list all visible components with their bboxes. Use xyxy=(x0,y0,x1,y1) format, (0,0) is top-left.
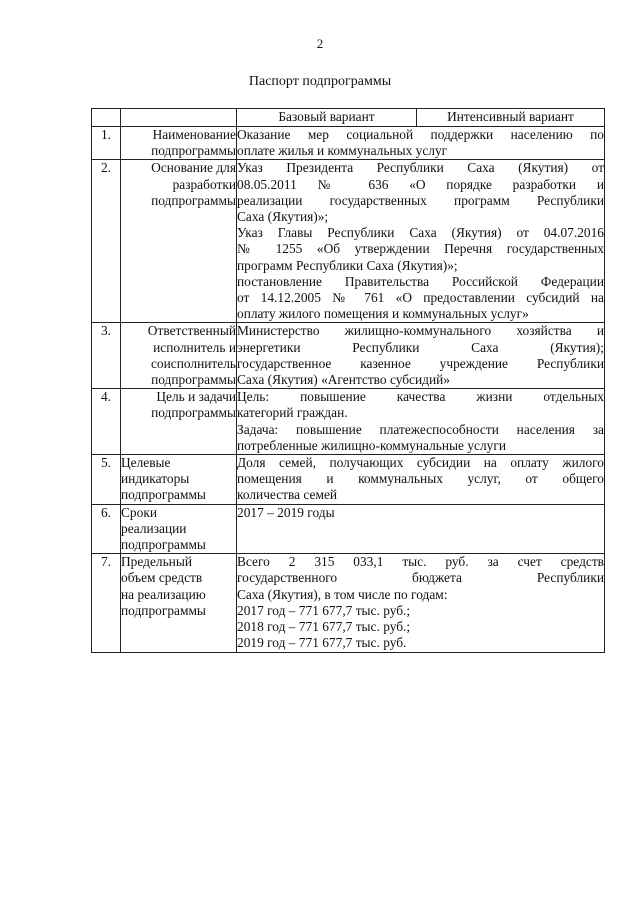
row-parameter-label: Предельный объем средств на реализацию подпрограммы xyxy=(121,554,206,618)
row-content xyxy=(237,127,605,160)
content-line: Оказание мер социальной поддержки населению по xyxy=(237,127,604,142)
content-line: постановление Правительства Российской Федерации xyxy=(237,273,604,289)
content-line: Указ Президента Республики Саха (Якутия) от xyxy=(237,160,604,176)
header-base-variant: Базовый вариант xyxy=(237,109,417,127)
content-line: Саха (Якутия) «Агентство субсидий» xyxy=(237,372,450,388)
content-line: Цель: повышение качества жизни отдельных xyxy=(237,389,604,405)
table-row xyxy=(92,160,605,323)
row-parameter-name xyxy=(121,554,237,652)
header-intensive-variant: Интенсивный вариант xyxy=(417,109,605,127)
content-line: 08.05.2011 № 636 «О порядке разработки и xyxy=(237,176,604,192)
content-line: энергетики Республики Саха (Якутия); xyxy=(237,339,604,355)
row-content xyxy=(237,554,605,652)
row-content xyxy=(237,455,605,505)
header-name-cell xyxy=(121,109,237,127)
row-number: 7. xyxy=(92,554,121,652)
content-line: 2018 год – 771 677,7 тыс. руб.; xyxy=(237,619,411,635)
content-line: Министерство жилищно-коммунального хозяйства и xyxy=(237,323,604,339)
passport-table-body xyxy=(92,109,605,653)
document-title: Паспорт подпрограммы xyxy=(248,74,392,89)
content-line: Саха (Якутия)»; xyxy=(237,209,329,225)
table-row xyxy=(92,554,605,652)
row-number: 6. xyxy=(92,504,121,554)
row-parameter-name xyxy=(121,504,237,554)
page-number: 2 xyxy=(316,36,324,51)
content-line: Всего 2 315 033,1 тыс. руб. за счет средств xyxy=(237,554,604,570)
passport-table xyxy=(91,108,605,653)
content-line: 2017 год – 771 677,7 тыс. руб.; xyxy=(237,602,411,618)
content-line: категорий граждан. xyxy=(237,405,348,421)
table-header-row xyxy=(92,109,605,127)
row-content xyxy=(237,160,605,323)
row-number: 2. xyxy=(92,160,121,323)
content-line: реализации государственных программ Республики xyxy=(237,192,604,208)
row-parameter-name xyxy=(121,455,237,505)
row-parameter-label: Целевые индикаторы подпрограммы xyxy=(121,455,206,503)
content-line: Указ Главы Республики Саха (Якутия) от 04.07.2016 xyxy=(237,225,604,241)
content-line: от 14.12.2005 № 761 «О предоставлении субсидий на xyxy=(237,290,604,306)
row-content xyxy=(237,323,605,389)
row-parameter-name xyxy=(121,389,237,455)
content-line: 2019 год – 771 677,7 тыс. руб. xyxy=(237,635,407,651)
content-line: помещения и коммунальных услуг, от общего xyxy=(237,471,604,487)
table-row xyxy=(92,127,605,160)
row-parameter-label: Ответственный исполнитель и соисполнитель подпрограммы xyxy=(147,323,236,388)
content-line: Доля семей, получающих субсидии на оплату жилого xyxy=(237,455,604,471)
row-number: 5. xyxy=(92,455,121,505)
row-parameter-label: Основание для разработки подпрограммы xyxy=(151,160,236,208)
content-line: 2017 – 2019 годы xyxy=(237,504,335,520)
row-number: 1. xyxy=(92,127,121,160)
content-line: оплате жилья и коммунальных услуг xyxy=(237,143,448,159)
content-line: количества семей xyxy=(237,487,338,503)
table-row xyxy=(92,323,605,389)
content-line: программ Республики Саха (Якутия)»; xyxy=(237,257,458,273)
content-line: государственное казенное учреждение Республики xyxy=(237,355,604,371)
header-num-cell xyxy=(92,109,121,127)
row-parameter-name xyxy=(121,160,237,323)
row-parameter-name xyxy=(121,323,237,389)
content-line: № 1255 «Об утверждении Перечня государственных xyxy=(237,241,604,257)
content-line: оплату жилого помещения и коммунальных услуг» xyxy=(237,306,529,322)
row-parameter-label: Сроки реализации подпрограммы xyxy=(121,504,206,553)
content-line: потребленные жилищно-коммунальные услуги xyxy=(237,437,507,453)
content-line: Саха (Якутия), в том числе по годам: xyxy=(237,586,448,602)
row-content xyxy=(237,504,605,554)
table-row xyxy=(92,504,605,554)
row-number: 4. xyxy=(92,389,121,455)
row-parameter-name xyxy=(121,127,237,160)
table-row xyxy=(92,389,605,455)
row-content xyxy=(237,389,605,455)
content-line: Задача: повышение платежеспособности населения за xyxy=(237,421,604,437)
content-line: государственного бюджета Республики xyxy=(237,570,604,586)
row-number: 3. xyxy=(92,323,121,389)
row-parameter-label: Наименование подпрограммы xyxy=(151,127,236,159)
table-row xyxy=(92,455,605,505)
row-parameter-label: Цель и задачи подпрограммы xyxy=(151,389,236,421)
